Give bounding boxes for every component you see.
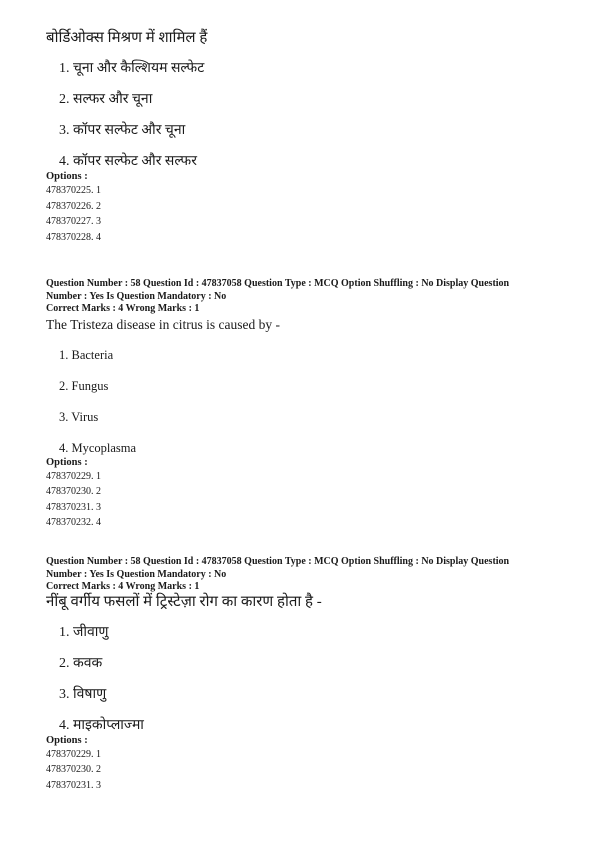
options-label: Options :: [46, 171, 88, 182]
option-id: 478370230. 2: [46, 486, 101, 497]
question-meta: Number : Yes Is Question Mandatory : No: [46, 290, 227, 302]
option-id: 478370230. 2: [46, 764, 101, 775]
option-1: 1. Bacteria: [59, 347, 114, 362]
question-marks: Correct Marks : 4 Wrong Marks : 1: [46, 303, 200, 314]
question-block-58-hindi: [46, 556, 551, 793]
option-3: 3. Virus: [59, 409, 99, 424]
option-2: 2. Fungus: [59, 378, 109, 393]
option-id: 478370229. 1: [46, 470, 101, 482]
question-meta: Question Number : 58 Question Id : 47837058 Question Type : MCQ Option Shuffling : No Display Question: [46, 556, 510, 567]
option-1: 1. चूना और कैल्शियम सल्फेट: [59, 61, 205, 76]
option-id: 478370225. 1: [46, 185, 101, 196]
question-meta: Question Number : 58 Question Id : 47837058 Question Type : MCQ Option Shuffling : No Display Question: [46, 278, 510, 289]
option-id: 478370231. 3: [46, 779, 101, 791]
option-3: 3. कॉपर सल्फेट और चूना: [59, 123, 186, 138]
question-block-57-hindi: [46, 30, 551, 245]
options-label: Options :: [46, 734, 88, 746]
option-id: 478370231. 3: [46, 501, 101, 513]
options-label: Options :: [46, 456, 88, 468]
option-2: 2. कवक: [59, 655, 103, 671]
option-4: 4. माइकोप्लाज्मा: [59, 717, 144, 733]
option-4: 4. कॉपर सल्फेट और सल्फर: [59, 154, 197, 169]
option-2: 2. सल्फर और चूना: [59, 92, 153, 107]
question-block-58-english: [46, 278, 551, 531]
option-id: 478370226. 2: [46, 200, 101, 212]
option-id: 478370232. 4: [46, 517, 101, 528]
option-4: 4. Mycoplasma: [59, 440, 137, 455]
question-text: The Tristeza disease in citrus is caused by -: [46, 316, 280, 332]
option-1: 1. जीवाणु: [59, 624, 109, 640]
option-3: 3. विषाणु: [59, 686, 107, 702]
question-meta: Number : Yes Is Question Mandatory : No: [46, 568, 227, 580]
option-id: 478370229. 1: [46, 748, 101, 760]
question-marks: Correct Marks : 4 Wrong Marks : 1: [46, 581, 200, 592]
question-text: नींबू वर्गीय फसलों में ट्रिस्टेज़ा रोग का कारण होता है -: [46, 593, 322, 610]
question-text: बोर्डिओक्स मिश्रण में शामिल हैं: [46, 30, 208, 46]
option-id: 478370228. 4: [46, 231, 101, 243]
option-id: 478370227. 3: [46, 216, 101, 227]
